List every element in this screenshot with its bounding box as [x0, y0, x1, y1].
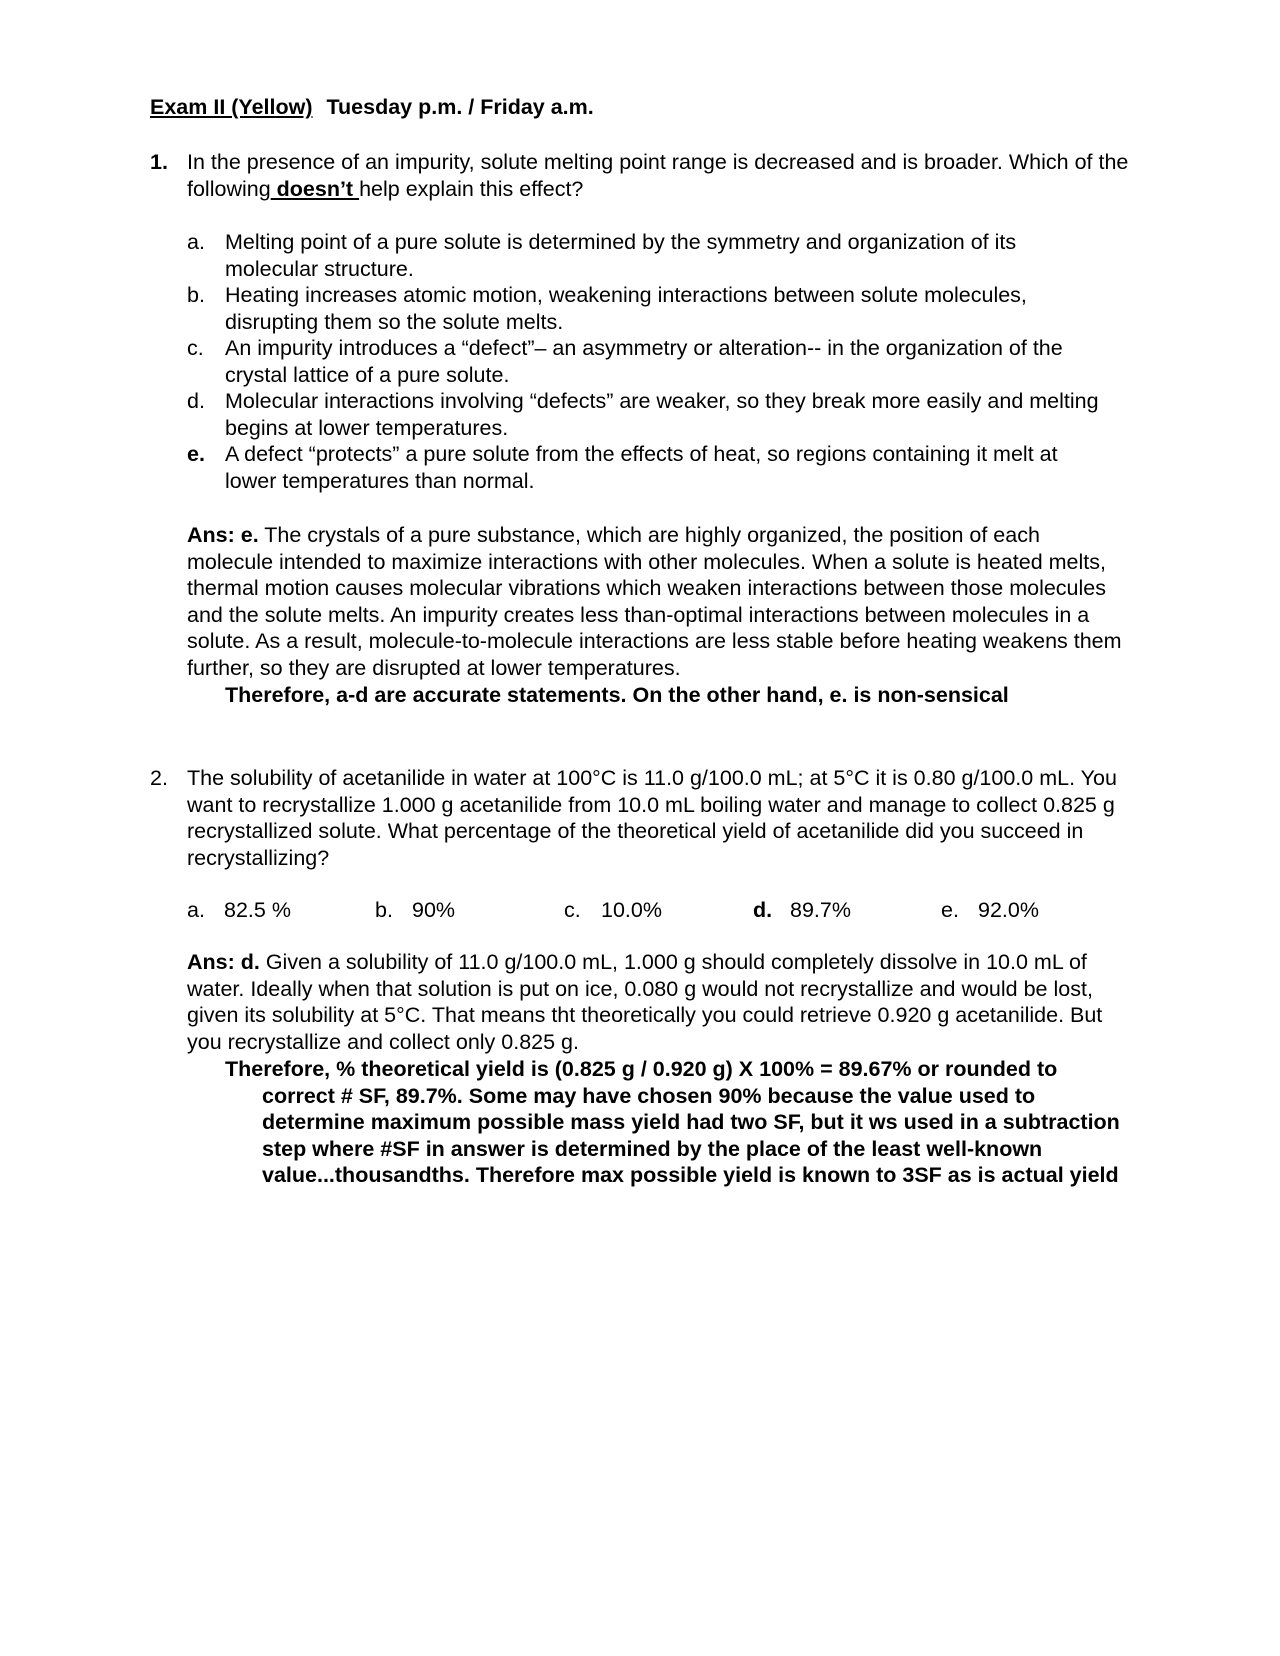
question-2-number: 2.: [150, 766, 168, 790]
answer-1-lead: Ans: e.: [187, 523, 259, 547]
question-1-text: In the presence of an impurity, solute melting point range is decreased and is broader. Which of the following doesn’t help explain this effect?: [187, 150, 1129, 201]
question-2-text: The solubility of acetanilide in water at 100°C is 11.0 g/100.0 mL; at 5°C it is 0.80 g/100.0 mL. You want to recrystallize 1.000 g acetanilide from 10.0 mL boiling water and manage to collect 0.825 g recrystallized solute. What percentage of the theoretical yield of acetanilide did you succeed in recrystallizing?: [187, 766, 1117, 870]
answer-1-conclusion: Therefore, a-d are accurate statements. On the other hand, e. is non-sensical: [225, 683, 1009, 707]
option-e: e. A defect “protects” a pure solute from the effects of heat, so regions containing it melt at lower temperatures than normal.: [187, 442, 1058, 493]
answer-2-conclusion: Therefore, % theoretical yield is (0.825 g / 0.920 g) X 100% = 89.67% or rounded to correct # SF, 89.7%. Some may have chosen 90% because the value used to determine maximum possible mass yield had two SF, but it ws used in a subtraction step where #SF in answer is determined by the place of the least well-known value...thousandths. Therefore max possible yield is known to 3SF as is actual yield: [225, 1057, 1120, 1187]
option-a: a. Melting point of a pure solute is determined by the symmetry and organization of its molecular structure.: [187, 230, 1017, 281]
choice-c: c. 10.0%: [564, 898, 662, 922]
question-2-answer: [187, 949, 1127, 1055]
option-d: d. Molecular interactions involving “defects” are weaker, so they break more easily and melting begins at lower temperatures.: [187, 389, 1099, 440]
answer-2-lead: Ans: d.: [187, 950, 260, 974]
question-1-answer: [187, 522, 1127, 681]
answer-2-text: Given a solubility of 11.0 g/100.0 mL, 1.000 g should completely dissolve in 10.0 mL of water. Ideally when that solution is put on ice, 0.080 g would not recrystallize and would be lost, given its solubility at 5°C. That means tht theoretically you could retrieve 0.920 g acetanilide. But you recrystallize and collect only 0.825 g.: [187, 950, 1103, 1054]
choice-d: d. 89.7%: [753, 898, 851, 922]
option-b: b. Heating increases atomic motion, weakening interactions between solute molecules, disrupting them so the solute melts.: [187, 283, 1027, 334]
question-1-emphasis: doesn’t: [270, 176, 360, 201]
exam-title: [150, 94, 594, 121]
question-1-options: [187, 229, 1107, 494]
exam-session: Tuesday p.m. / Friday a.m.: [326, 95, 594, 119]
answer-1-text: The crystals of a pure substance, which are highly organized, the position of each molecule intended to maximize interactions with other molecules. When a solute is heated melts, thermal motion causes molecular vibrations which weaken interactions between those molecules and the solute melts. An impurity creates less than-optimal interactions between molecules in a solute. As a result, molecule-to-molecule interactions are less stable before heating weakens them further, so they are disrupted at lower temperatures.: [187, 523, 1122, 680]
choice-a: a. 82.5 %: [187, 898, 291, 922]
choice-e: e. 92.0%: [941, 898, 1039, 922]
option-c: c. An impurity introduces a “defect”– an asymmetry or alteration-- in the organization of the crystal lattice of a pure solute.: [187, 336, 1063, 387]
exam-label: Exam II (Yellow): [150, 95, 313, 119]
choice-b: b. 90%: [375, 898, 456, 922]
question-2-choices: [0, 897, 1280, 927]
question-1-number: 1.: [150, 150, 168, 174]
